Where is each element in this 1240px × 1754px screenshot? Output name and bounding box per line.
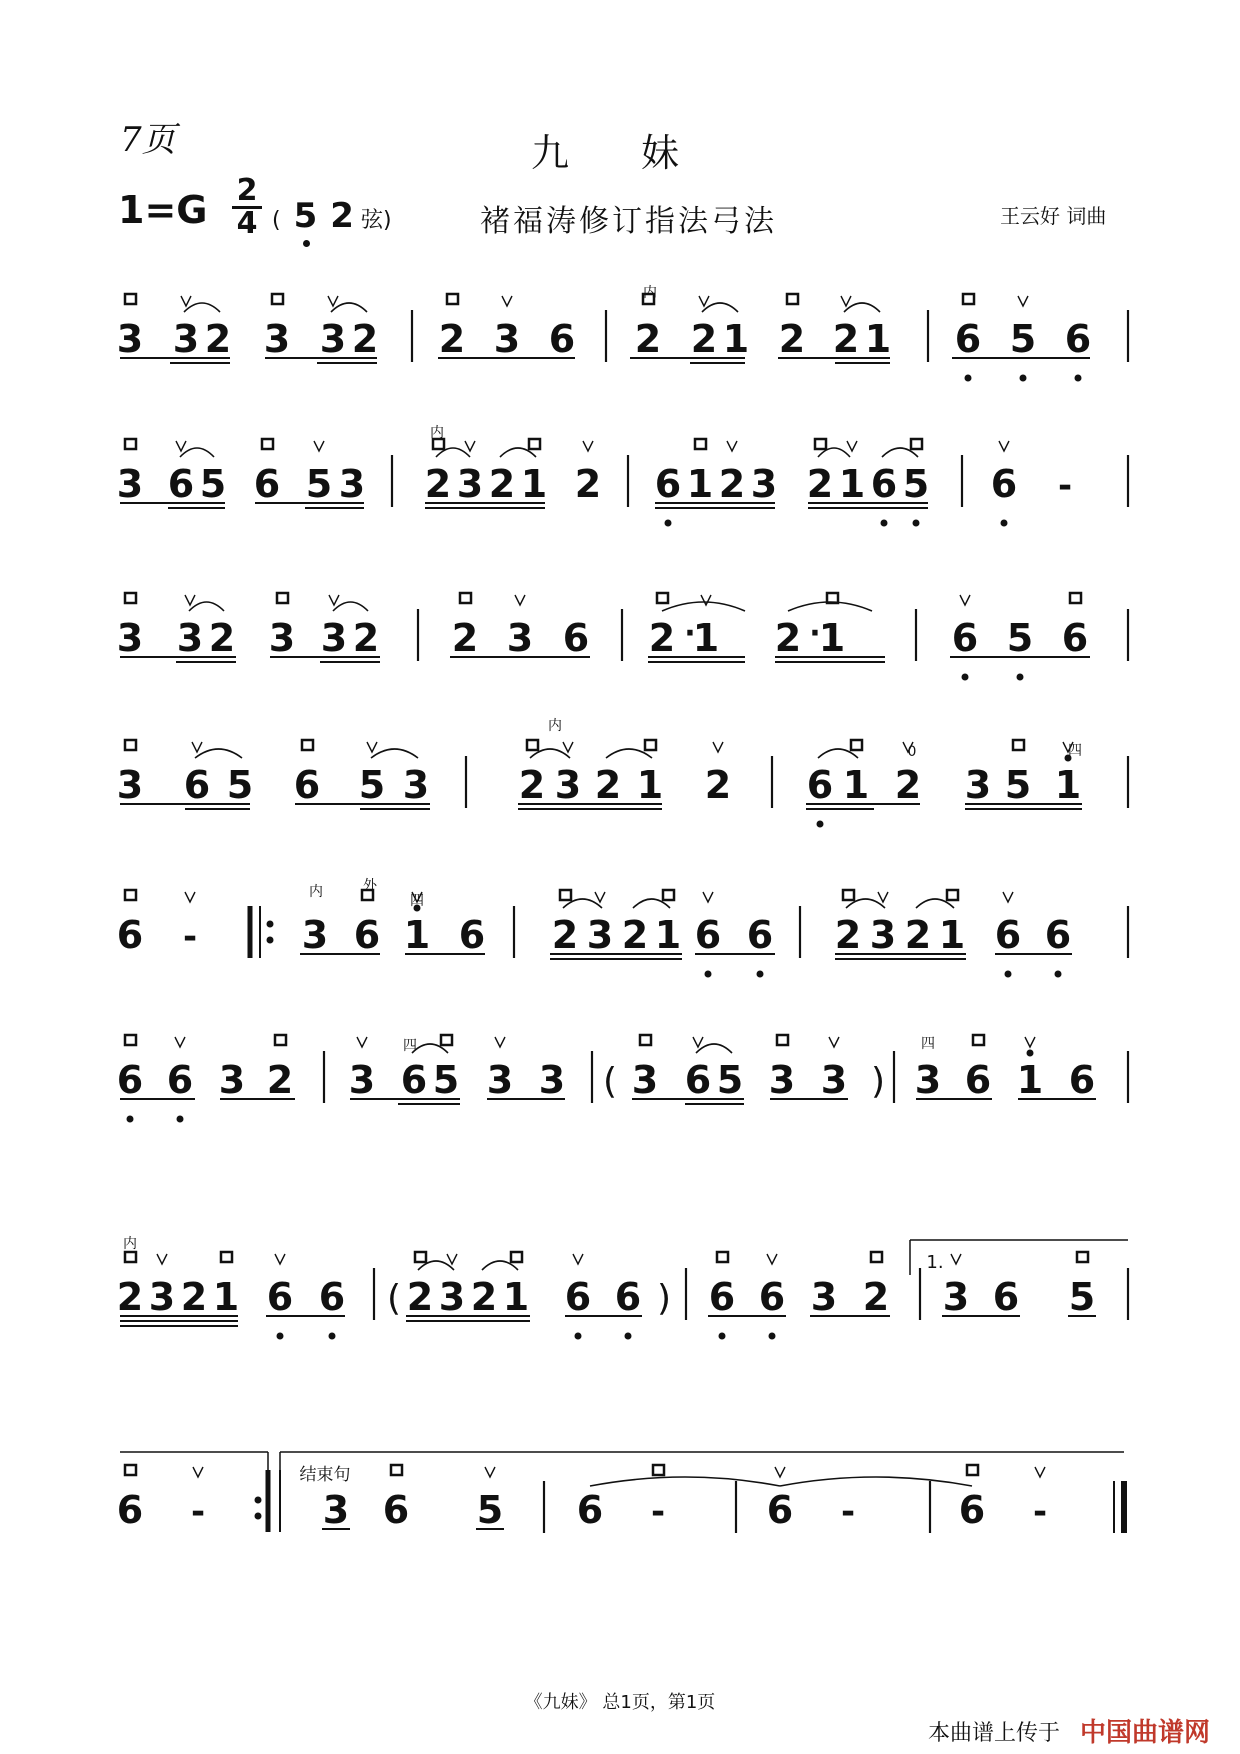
note-2: 2 [832,317,860,361]
octave-dot-low [913,520,920,527]
note-3: 3 [322,1488,350,1532]
finger-mark: 内 [309,884,323,900]
note-3: 3 [268,616,296,660]
note-1: 1 [818,616,846,660]
page-title: 九 妹 [530,131,710,175]
tie [590,1477,780,1486]
composer: 王云好 词曲 [1000,204,1107,228]
note-3: 3 [914,1058,942,1102]
hold-dash: - [182,917,198,957]
subtitle: 褚福涛修订指法弓法 [480,204,777,239]
note-2: 2 [690,317,718,361]
octave-dot-low [881,520,888,527]
up-bow-icon [275,1035,286,1045]
note-2: 2 [648,616,676,660]
upload-text: 本曲谱上传于 [928,1721,1061,1746]
finger-mark: 外 [363,878,377,894]
up-bow-icon [125,890,136,900]
hold-dash: - [650,1492,666,1532]
note-3: 3 [631,1058,659,1102]
page-label: 7页 [120,120,176,160]
note-1: 1 [502,1275,530,1319]
down-bow-icon [447,1254,457,1264]
octave-dot-low [817,821,824,828]
note-3: 3 [750,462,778,506]
repeat-dot [267,937,274,944]
note-3: 3 [218,1058,246,1102]
up-bow-icon [125,1035,136,1045]
slur [184,303,220,312]
up-bow-icon [221,1252,232,1262]
note-2: 2 [116,1275,144,1319]
down-bow-icon [185,595,195,605]
up-bow-icon [529,439,540,449]
up-bow-icon [695,439,706,449]
down-bow-icon [701,595,711,605]
note-1: 1 [1016,1058,1044,1102]
slur [702,303,738,312]
note-2: 2 [451,616,479,660]
note-5: 5 [1068,1275,1096,1319]
note-2: 2 [806,462,834,506]
down-bow-icon [829,1037,839,1047]
down-bow-icon [367,742,377,752]
note-6: 6 [958,1488,986,1532]
note-3: 3 [456,462,484,506]
up-bow-icon [973,1035,984,1045]
down-bow-icon [999,441,1009,451]
note-3: 3 [554,763,582,807]
note-6: 6 [167,462,195,506]
up-bow-icon [441,1035,452,1045]
up-bow-icon [871,1252,882,1262]
note-1: 1 [520,462,548,506]
hold-dash: - [840,1492,856,1532]
site-logo: 中国曲谱网 [1080,1718,1211,1748]
octave-dot-low [1055,971,1062,978]
finger-mark: 内 [430,425,444,441]
down-bow-icon [275,1254,285,1264]
down-bow-icon [703,892,713,902]
down-bow-icon [878,892,888,902]
note-2: 2 [424,462,452,506]
slur [371,749,418,758]
note-3: 3 [116,616,144,660]
down-bow-icon [185,892,195,902]
up-bow-icon [125,294,136,304]
octave-dot-low [329,1333,336,1340]
note-6: 6 [293,763,321,807]
down-bow-icon [841,296,851,306]
note-5: 5 [1006,616,1034,660]
note-3: 3 [301,913,329,957]
note-2: 2 [894,763,922,807]
note-5: 5 [476,1488,504,1532]
note-3: 3 [869,913,897,957]
note-2: 2 [718,462,746,506]
tuning-note-2: 2 [330,196,354,236]
down-bow-icon [1003,892,1013,902]
note-6: 6 [954,317,982,361]
note-2: 2 [621,913,649,957]
up-bow-icon [851,740,862,750]
note-3: 3 [493,317,521,361]
octave-dot-low [1001,520,1008,527]
note-2: 2 [704,763,732,807]
note-3: 3 [176,616,204,660]
note-6: 6 [458,913,486,957]
note-2: 2 [778,317,806,361]
note-6: 6 [253,462,281,506]
slur [662,602,745,611]
note-2: 2 [180,1275,208,1319]
note-6: 6 [1064,317,1092,361]
repeat-dot [267,921,274,928]
note-2: 2 [488,462,516,506]
note-5: 5 [226,763,254,807]
key-text: 1=G [118,188,208,232]
up-bow-icon [125,1252,136,1262]
note-2: 2 [406,1275,434,1319]
up-bow-icon [391,1465,402,1475]
finger-mark: 内 [548,718,562,734]
down-bow-icon [157,1254,167,1264]
note-1: 1 [842,763,870,807]
up-bow-icon [125,1465,136,1475]
up-bow-icon [125,439,136,449]
note-6: 6 [116,913,144,957]
note-2: 2 [351,317,379,361]
octave-dot-low [575,1333,582,1340]
note-6: 6 [992,1275,1020,1319]
note-3: 3 [810,1275,838,1319]
note-6: 6 [116,1058,144,1102]
up-bow-icon [560,890,571,900]
finger-mark: 四 [403,1038,417,1054]
down-bow-icon [465,441,475,451]
note-3: 3 [148,1275,176,1319]
slur [333,602,368,611]
note-2: 2 [862,1275,890,1319]
down-bow-icon [328,296,338,306]
hold-dash: - [1057,466,1073,506]
octave-dot-high [1027,1050,1034,1057]
note-6: 6 [1061,616,1089,660]
note-2: 2 [438,317,466,361]
hold-dash: - [190,1492,206,1532]
note-2: 2 [352,616,380,660]
octave-dot-low [665,520,672,527]
up-bow-icon [125,593,136,603]
tie [780,1477,972,1486]
note-5: 5 [716,1058,744,1102]
octave-dot-low [769,1333,776,1340]
note-2: 2 [204,317,232,361]
octave-dot-low [625,1333,632,1340]
augmentation-dot: · [809,616,821,651]
down-bow-icon [699,296,709,306]
octave-dot-low [705,971,712,978]
note-6: 6 [1068,1058,1096,1102]
footer-page-info: 《九妹》 总1页，第1页 [524,1692,716,1713]
slur [195,749,242,758]
note-2: 2 [904,913,932,957]
note-6: 6 [166,1058,194,1102]
note-6: 6 [400,1058,428,1102]
note-3: 3 [820,1058,848,1102]
octave-dot-low [962,674,969,681]
note-2: 2 [634,317,662,361]
note-6: 6 [576,1488,604,1532]
note-1: 1 [403,913,431,957]
down-bow-icon [767,1254,777,1264]
up-bow-icon [717,1252,728,1262]
octave-dot-low [757,971,764,978]
down-bow-icon [960,595,970,605]
down-bow-icon [193,1467,203,1477]
octave-dot-low [1075,375,1082,382]
note-6: 6 [548,317,576,361]
paren-open: ( [386,1278,402,1319]
note-6: 6 [654,462,682,506]
note-1: 1 [212,1275,240,1319]
finger-mark: 内 [123,1236,137,1252]
down-bow-icon [502,296,512,306]
hold-dash: - [1032,1492,1048,1532]
octave-dot-low [1017,674,1024,681]
note-6: 6 [951,616,979,660]
note-5: 5 [199,462,227,506]
up-bow-icon [777,1035,788,1045]
note-3: 3 [116,462,144,506]
note-6: 6 [758,1275,786,1319]
down-bow-icon [713,742,723,752]
note-3: 3 [964,763,992,807]
note-6: 6 [694,913,722,957]
note-2: 2 [208,616,236,660]
volta-1-label: 1. [926,1252,944,1273]
note-5: 5 [358,763,386,807]
up-bow-icon [302,740,313,750]
down-bow-icon [1025,1037,1035,1047]
up-bow-icon [911,439,922,449]
finger-mark: 内 [643,285,657,301]
down-bow-icon [951,1254,961,1264]
note-6: 6 [116,1488,144,1532]
slur [180,448,214,457]
down-bow-icon [314,441,324,451]
up-bow-icon [653,1465,664,1475]
time-top: 2 [236,173,258,208]
note-3: 3 [338,462,366,506]
up-bow-icon [511,1252,522,1262]
down-bow-icon [329,595,339,605]
note-1: 1 [636,763,664,807]
note-3: 3 [402,763,430,807]
note-6: 6 [614,1275,642,1319]
paren-open: ( [602,1061,618,1102]
note-6: 6 [990,462,1018,506]
note-6: 6 [684,1058,712,1102]
note-6: 6 [318,1275,346,1319]
note-5: 5 [432,1058,460,1102]
note-5: 5 [305,462,333,506]
up-bow-icon [460,593,471,603]
note-3: 3 [348,1058,376,1102]
up-bow-icon [663,890,674,900]
tuning-note-1: 5 [293,196,318,236]
slur [696,1044,732,1053]
finger-mark: 四 [1068,743,1082,759]
note-6: 6 [382,1488,410,1532]
down-bow-icon [485,1467,495,1477]
note-3: 3 [116,317,144,361]
up-bow-icon [1077,1252,1088,1262]
up-bow-icon [272,294,283,304]
up-bow-icon [787,294,798,304]
octave-dot-low [965,375,972,382]
down-bow-icon [573,1254,583,1264]
up-bow-icon [640,1035,651,1045]
down-bow-icon [847,441,857,451]
note-6: 6 [708,1275,736,1319]
note-1: 1 [686,462,714,506]
up-bow-icon [447,294,458,304]
down-bow-icon [727,441,737,451]
octave-dot-low [1005,971,1012,978]
down-bow-icon [176,441,186,451]
note-5: 5 [1004,763,1032,807]
repeat-dot [255,1513,262,1520]
tuning-open: ( [272,208,281,233]
up-bow-icon [1070,593,1081,603]
down-bow-icon [693,1037,703,1047]
time-bottom: 4 [232,206,262,239]
octave-dot-low [177,1116,184,1123]
note-2: 2 [551,913,579,957]
note-6: 6 [994,913,1022,957]
octave-dot-low [1020,375,1027,382]
note-3: 3 [586,913,614,957]
up-bow-icon [125,740,136,750]
slur [189,602,224,611]
slur [331,303,367,312]
note-6: 6 [964,1058,992,1102]
note-2: 2 [574,462,602,506]
note-5: 5 [902,462,930,506]
note-6: 6 [870,462,898,506]
note-3: 3 [942,1275,970,1319]
note-3: 3 [319,317,347,361]
note-6: 6 [266,1275,294,1319]
down-bow-icon [1035,1467,1045,1477]
note-6: 6 [564,1275,592,1319]
down-bow-icon [583,441,593,451]
down-bow-icon [495,1037,505,1047]
note-1: 1 [1054,763,1082,807]
augmentation-dot: · [684,616,696,651]
note-1: 1 [654,913,682,957]
note-2: 2 [518,763,546,807]
note-3: 3 [263,317,291,361]
up-bow-icon [527,740,538,750]
paren-close: ) [870,1061,886,1102]
down-bow-icon [1018,296,1028,306]
finger-mark: 0 [907,744,917,760]
finger-mark: 四 [410,893,424,909]
down-bow-icon [515,595,525,605]
up-bow-icon [415,1252,426,1262]
paren-close: ) [656,1278,672,1319]
down-bow-icon [192,742,202,752]
note-3: 3 [320,616,348,660]
octave-dot-low [127,1116,134,1123]
note-6: 6 [1044,913,1072,957]
note-3: 3 [438,1275,466,1319]
note-2: 2 [470,1275,498,1319]
note-3: 3 [172,317,200,361]
note-3: 3 [768,1058,796,1102]
up-bow-icon [963,294,974,304]
note-3: 3 [116,763,144,807]
down-bow-icon [175,1037,185,1047]
note-2: 2 [266,1058,294,1102]
note-2: 2 [594,763,622,807]
ending-label: 结束句 [299,1465,351,1485]
octave-dot-low [277,1333,284,1340]
octave-dot-low [719,1333,726,1340]
note-3: 3 [538,1058,566,1102]
down-bow-icon [563,742,573,752]
note-5: 5 [1009,317,1037,361]
up-bow-icon [277,593,288,603]
note-3: 3 [506,616,534,660]
up-bow-icon [843,890,854,900]
slur [844,303,880,312]
up-bow-icon [645,740,656,750]
finger-mark: 四 [921,1036,935,1052]
down-bow-icon [595,892,605,902]
note-6: 6 [183,763,211,807]
up-bow-icon [657,593,668,603]
note-2: 2 [834,913,862,957]
note-1: 1 [864,317,892,361]
up-bow-icon [967,1465,978,1475]
note-1: 1 [692,616,720,660]
down-bow-icon [181,296,191,306]
tuning-suffix: 弦) [360,208,392,233]
note-1: 1 [938,913,966,957]
down-bow-icon [775,1467,785,1477]
up-bow-icon [947,890,958,900]
up-bow-icon [1013,740,1024,750]
repeat-dot [255,1497,262,1504]
note-1: 1 [838,462,866,506]
up-bow-icon [262,439,273,449]
note-6: 6 [806,763,834,807]
note-3: 3 [486,1058,514,1102]
note-6: 6 [353,913,381,957]
down-bow-icon [357,1037,367,1047]
note-1: 1 [722,317,750,361]
note-2: 2 [774,616,802,660]
up-bow-icon [815,439,826,449]
note-6: 6 [562,616,590,660]
note-6: 6 [746,913,774,957]
note-6: 6 [766,1488,794,1532]
